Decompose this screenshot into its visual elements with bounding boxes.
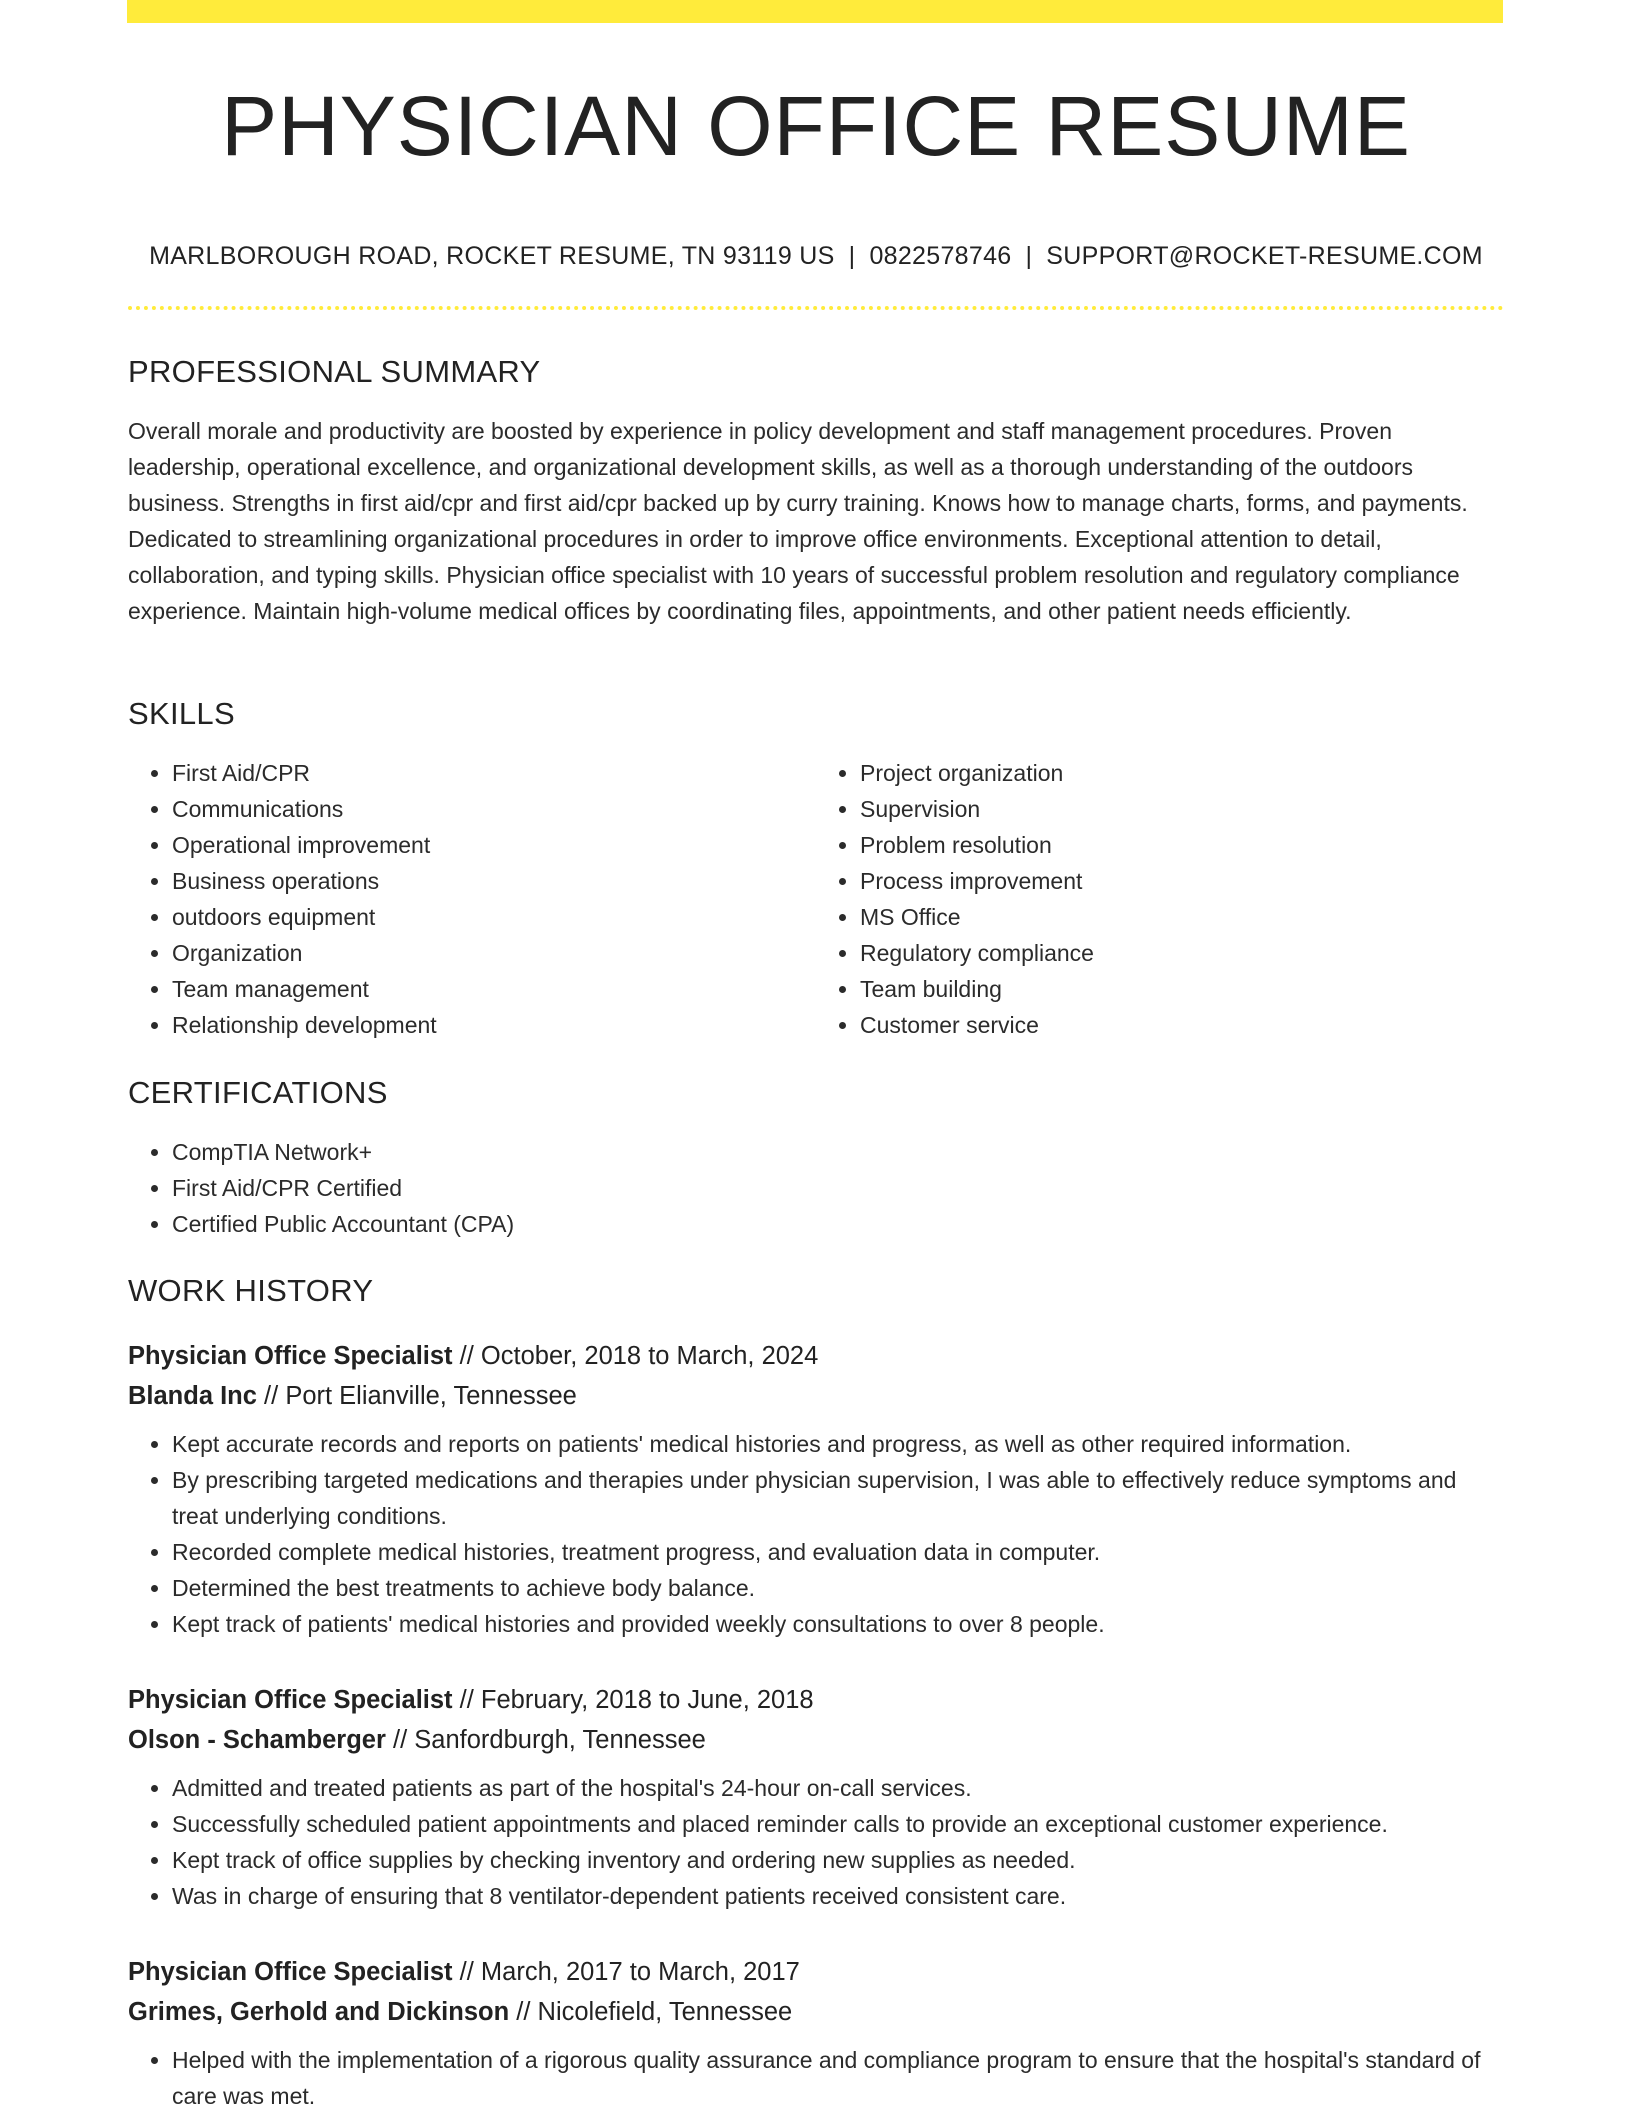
- certification-item: • First Aid/CPR Certified: [172, 1170, 1548, 1206]
- job-company-line: [128, 1376, 1504, 1416]
- skill-item: • Relationship development: [172, 1007, 816, 1043]
- skill-item: • First Aid/CPR: [172, 755, 816, 791]
- page-title: PHYSICIAN OFFICE RESUME: [221, 79, 1411, 173]
- skill-item: • outdoors equipment: [172, 899, 816, 935]
- email-text: SUPPORT@ROCKET-RESUME.COM: [1046, 242, 1483, 270]
- job-role: Physician Office Specialist: [128, 1342, 453, 1370]
- job-bullet-item: • By prescribing targeted medications and therapies under physician supervision, I was able to effectively reduce symptoms and treat underlying conditions.: [172, 1462, 1504, 1534]
- skill-item: • Communications: [172, 791, 816, 827]
- certifications-list: [128, 1134, 1548, 1242]
- job-bullets: [128, 1770, 1504, 1914]
- job-entry: [128, 1680, 1504, 1914]
- skill-item: • Project organization: [860, 755, 1504, 791]
- skills-left-list: [128, 755, 816, 1043]
- address-text: MARLBOROUGH ROAD, ROCKET RESUME, TN 93119 US: [149, 242, 835, 270]
- job-separator: //: [459, 1342, 474, 1370]
- certification-item: • Certified Public Accountant (CPA): [172, 1206, 1548, 1242]
- job-separator: //: [516, 1998, 531, 2026]
- skill-item: • Process improvement: [860, 863, 1504, 899]
- job-role: Physician Office Specialist: [128, 1686, 453, 1714]
- job-bullets: [128, 1426, 1504, 1642]
- job-company-line: [128, 1720, 1504, 1760]
- skill-item: • Regulatory compliance: [860, 935, 1504, 971]
- job-location: Port Elianville, Tennessee: [285, 1382, 577, 1410]
- skill-item: • Team building: [860, 971, 1504, 1007]
- job-company: Grimes, Gerhold and Dickinson: [128, 1998, 510, 2026]
- job-role: Physician Office Specialist: [128, 1958, 453, 1986]
- summary-text: Overall morale and productivity are boosted by experience in policy development and staff management procedures. Proven leadership, operational excellence, and organizational development skills, as well as a thorough understanding of the outdoors business. Strengths in first aid/cpr and first aid/cpr backed up by curry training. Knows how to manage charts, forms, and payments. Dedicated to streamlining organizational procedures in order to improve office environments. Exceptional attention to detail, collaboration, and typing skills. Physician office specialist with 10 years of successful problem resolution and regulatory compliance experience. Maintain high-volume medical offices by coordinating files, appointments, and other patient needs efficiently.: [128, 418, 1468, 624]
- job-dates: February, 2018 to June, 2018: [480, 1686, 814, 1714]
- summary-heading: PROFESSIONAL SUMMARY: [128, 354, 541, 389]
- contact-line: [128, 236, 1504, 276]
- skill-item: • Team management: [172, 971, 816, 1007]
- job-separator: //: [459, 1686, 474, 1714]
- job-bullets: [128, 2042, 1504, 2114]
- contact-separator: |: [848, 242, 856, 270]
- job-entry: [128, 1952, 1504, 2114]
- header-divider: [128, 306, 1504, 310]
- job-bullet-item: • Was in charge of ensuring that 8 ventilator-dependent patients received consistent care.: [172, 1878, 1504, 1914]
- skills-columns: [128, 755, 1504, 1043]
- work-history-heading: WORK HISTORY: [128, 1273, 374, 1308]
- job-bullet-item: • Helped with the implementation of a rigorous quality assurance and compliance program to ensure that the hospital's standard of care was met.: [172, 2042, 1504, 2114]
- skill-item: • Business operations: [172, 863, 816, 899]
- job-company: Olson - Schamberger: [128, 1726, 386, 1754]
- job-bullet-item: • Kept track of patients' medical histories and provided weekly consultations to over 8 people.: [172, 1606, 1504, 1642]
- skills-heading: SKILLS: [128, 696, 235, 731]
- skill-item: • Supervision: [860, 791, 1504, 827]
- job-separator: //: [264, 1382, 279, 1410]
- job-title-line: [128, 1952, 1504, 1992]
- skill-item: • Customer service: [860, 1007, 1504, 1043]
- job-location: Sanfordburgh, Tennessee: [414, 1726, 706, 1754]
- job-bullet-item: • Successfully scheduled patient appointments and placed reminder calls to provide an exceptional customer experience.: [172, 1806, 1504, 1842]
- certification-item: • CompTIA Network+: [172, 1134, 1548, 1170]
- skill-item: • Operational improvement: [172, 827, 816, 863]
- job-title-line: [128, 1336, 1504, 1376]
- skill-item: • MS Office: [860, 899, 1504, 935]
- phone-text: 0822578746: [869, 242, 1012, 270]
- job-company: Blanda Inc: [128, 1382, 257, 1410]
- certifications-heading: CERTIFICATIONS: [128, 1075, 388, 1110]
- skill-item: • Organization: [172, 935, 816, 971]
- contact-separator: |: [1025, 242, 1033, 270]
- top-accent-bar: [127, 0, 1503, 23]
- skill-item: • Problem resolution: [860, 827, 1504, 863]
- job-bullet-item: • Kept track of office supplies by checking inventory and ordering new supplies as needed.: [172, 1842, 1504, 1878]
- job-bullet-item: • Kept accurate records and reports on patients' medical histories and progress, as well as other required information.: [172, 1426, 1504, 1462]
- job-location: Nicolefield, Tennessee: [537, 1998, 793, 2026]
- job-bullet-item: • Recorded complete medical histories, treatment progress, and evaluation data in computer.: [172, 1534, 1504, 1570]
- job-bullet-item: • Determined the best treatments to achieve body balance.: [172, 1570, 1504, 1606]
- job-title-line: [128, 1680, 1504, 1720]
- job-bullet-item: • Admitted and treated patients as part of the hospital's 24-hour on-call services.: [172, 1770, 1504, 1806]
- job-dates: October, 2018 to March, 2024: [480, 1342, 819, 1370]
- job-separator: //: [459, 1958, 474, 1986]
- job-entry: [128, 1336, 1504, 1642]
- job-dates: March, 2017 to March, 2017: [480, 1958, 800, 1986]
- skills-right-list: [816, 755, 1504, 1043]
- job-separator: //: [393, 1726, 408, 1754]
- job-company-line: [128, 1992, 1504, 2032]
